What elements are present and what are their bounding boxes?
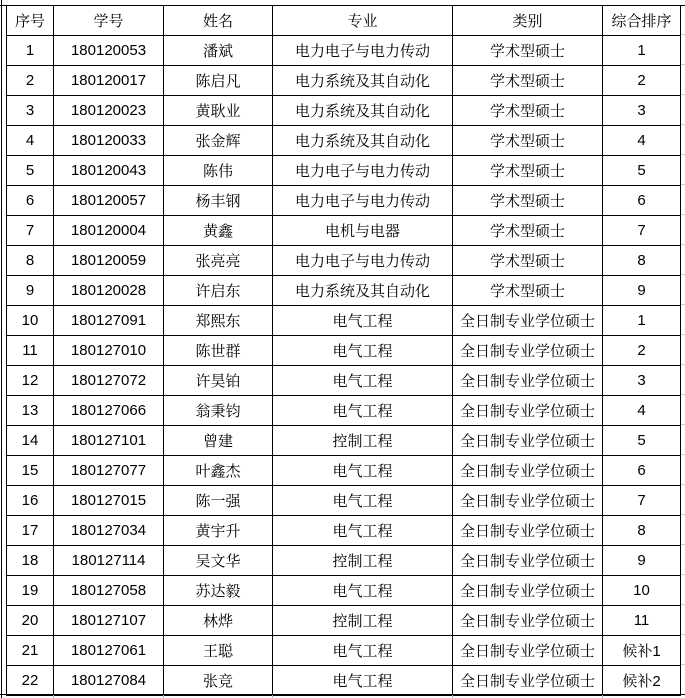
cell-index: 4 bbox=[7, 126, 54, 156]
cell-rank: 7 bbox=[603, 216, 681, 246]
cell-student-id: 180127107 bbox=[54, 606, 164, 636]
cell-name: 翁秉钧 bbox=[164, 396, 273, 426]
cell-index: 20 bbox=[7, 606, 54, 636]
cell-category: 学术型硕士 bbox=[453, 216, 603, 246]
cell-category: 全日制专业学位硕士 bbox=[453, 336, 603, 366]
bottom-rule bbox=[0, 694, 685, 695]
table-row bbox=[7, 486, 681, 516]
table-row bbox=[7, 336, 681, 366]
cell-rank: 6 bbox=[603, 186, 681, 216]
cell-rank: 3 bbox=[603, 96, 681, 126]
cell-major: 电气工程 bbox=[273, 396, 453, 426]
cell-rank: 5 bbox=[603, 156, 681, 186]
cell-name: 郑熙东 bbox=[164, 306, 273, 336]
cell-student-id: 180120043 bbox=[54, 156, 164, 186]
cell-student-id: 180127058 bbox=[54, 576, 164, 606]
cell-name: 陈世群 bbox=[164, 336, 273, 366]
cell-major: 电气工程 bbox=[273, 336, 453, 366]
cell-category: 学术型硕士 bbox=[453, 36, 603, 66]
cell-index: 2 bbox=[7, 66, 54, 96]
column-header-index: 序号 bbox=[7, 6, 54, 36]
table-row bbox=[7, 246, 681, 276]
column-header-major: 专业 bbox=[273, 6, 453, 36]
cell-category: 学术型硕士 bbox=[453, 126, 603, 156]
cell-name: 王聪 bbox=[164, 636, 273, 666]
cell-major: 电力系统及其自动化 bbox=[273, 66, 453, 96]
cell-name: 曾建 bbox=[164, 426, 273, 456]
table-header bbox=[7, 6, 681, 36]
table-row bbox=[7, 366, 681, 396]
cell-name: 许昊铂 bbox=[164, 366, 273, 396]
cell-rank: 4 bbox=[603, 396, 681, 426]
cell-category: 全日制专业学位硕士 bbox=[453, 486, 603, 516]
cell-major: 电气工程 bbox=[273, 516, 453, 546]
left-gridline bbox=[1, 0, 2, 698]
table-row bbox=[7, 606, 681, 636]
cell-rank: 7 bbox=[603, 486, 681, 516]
right-gridlines bbox=[681, 5, 685, 695]
cell-index: 16 bbox=[7, 486, 54, 516]
table-row bbox=[7, 456, 681, 486]
cell-major: 电气工程 bbox=[273, 366, 453, 396]
cell-rank: 9 bbox=[603, 276, 681, 306]
cell-category: 学术型硕士 bbox=[453, 246, 603, 276]
cell-rank: 3 bbox=[603, 366, 681, 396]
cell-index: 5 bbox=[7, 156, 54, 186]
cell-student-id: 180120059 bbox=[54, 246, 164, 276]
cell-major: 电力电子与电力传动 bbox=[273, 246, 453, 276]
cell-major: 电气工程 bbox=[273, 636, 453, 666]
cell-index: 21 bbox=[7, 636, 54, 666]
cell-category: 全日制专业学位硕士 bbox=[453, 606, 603, 636]
cell-category: 全日制专业学位硕士 bbox=[453, 666, 603, 696]
cell-student-id: 180127114 bbox=[54, 546, 164, 576]
cell-category: 学术型硕士 bbox=[453, 186, 603, 216]
table-row bbox=[7, 186, 681, 216]
column-header-rank: 综合排序 bbox=[603, 6, 681, 36]
cell-rank: 8 bbox=[603, 246, 681, 276]
cell-name: 陈一强 bbox=[164, 486, 273, 516]
cell-student-id: 180127066 bbox=[54, 396, 164, 426]
cell-name: 杨丰钢 bbox=[164, 186, 273, 216]
cell-category: 学术型硕士 bbox=[453, 276, 603, 306]
cell-name: 吴文华 bbox=[164, 546, 273, 576]
cell-name: 张金辉 bbox=[164, 126, 273, 156]
cell-student-id: 180120023 bbox=[54, 96, 164, 126]
cell-index: 9 bbox=[7, 276, 54, 306]
cell-rank: 10 bbox=[603, 576, 681, 606]
cell-rank: 6 bbox=[603, 456, 681, 486]
cell-rank: 4 bbox=[603, 126, 681, 156]
column-header-category: 类别 bbox=[453, 6, 603, 36]
table-row bbox=[7, 666, 681, 696]
cell-category: 全日制专业学位硕士 bbox=[453, 546, 603, 576]
cell-rank: 5 bbox=[603, 426, 681, 456]
cell-student-id: 180127077 bbox=[54, 456, 164, 486]
cell-student-id: 180127091 bbox=[54, 306, 164, 336]
cell-student-id: 180127034 bbox=[54, 516, 164, 546]
cell-name: 潘斌 bbox=[164, 36, 273, 66]
cell-category: 全日制专业学位硕士 bbox=[453, 456, 603, 486]
table-row bbox=[7, 426, 681, 456]
table-row bbox=[7, 96, 681, 126]
cell-rank: 8 bbox=[603, 516, 681, 546]
cell-index: 13 bbox=[7, 396, 54, 426]
cell-category: 全日制专业学位硕士 bbox=[453, 306, 603, 336]
cell-category: 全日制专业学位硕士 bbox=[453, 396, 603, 426]
cell-category: 全日制专业学位硕士 bbox=[453, 516, 603, 546]
table-row bbox=[7, 516, 681, 546]
cell-student-id: 180127101 bbox=[54, 426, 164, 456]
cell-major: 电气工程 bbox=[273, 306, 453, 336]
cell-category: 学术型硕士 bbox=[453, 66, 603, 96]
cell-category: 学术型硕士 bbox=[453, 96, 603, 126]
cell-name: 陈启凡 bbox=[164, 66, 273, 96]
cell-category: 全日制专业学位硕士 bbox=[453, 426, 603, 456]
cell-rank: 1 bbox=[603, 306, 681, 336]
cell-category: 全日制专业学位硕士 bbox=[453, 636, 603, 666]
cell-student-id: 180120057 bbox=[54, 186, 164, 216]
cell-index: 19 bbox=[7, 576, 54, 606]
cell-name: 黄宇升 bbox=[164, 516, 273, 546]
column-header-student-id: 学号 bbox=[54, 6, 164, 36]
cell-student-id: 180127015 bbox=[54, 486, 164, 516]
column-header-name: 姓名 bbox=[164, 6, 273, 36]
cell-index: 8 bbox=[7, 246, 54, 276]
cell-rank: 候补1 bbox=[603, 636, 681, 666]
table-row bbox=[7, 306, 681, 336]
cell-category: 全日制专业学位硕士 bbox=[453, 576, 603, 606]
table-row bbox=[7, 276, 681, 306]
cell-major: 电气工程 bbox=[273, 666, 453, 696]
cell-name: 黄鑫 bbox=[164, 216, 273, 246]
cell-rank: 候补2 bbox=[603, 666, 681, 696]
cell-student-id: 180120017 bbox=[54, 66, 164, 96]
cell-major: 电力电子与电力传动 bbox=[273, 36, 453, 66]
cell-name: 许启东 bbox=[164, 276, 273, 306]
cell-student-id: 180127072 bbox=[54, 366, 164, 396]
cell-index: 1 bbox=[7, 36, 54, 66]
cell-major: 电力系统及其自动化 bbox=[273, 96, 453, 126]
table-row bbox=[7, 546, 681, 576]
cell-rank: 9 bbox=[603, 546, 681, 576]
cell-name: 黄耿业 bbox=[164, 96, 273, 126]
cell-rank: 2 bbox=[603, 336, 681, 366]
cell-major: 电气工程 bbox=[273, 456, 453, 486]
cell-student-id: 180120028 bbox=[54, 276, 164, 306]
cell-index: 6 bbox=[7, 186, 54, 216]
table-row bbox=[7, 576, 681, 606]
table-row bbox=[7, 636, 681, 666]
cell-major: 电力系统及其自动化 bbox=[273, 126, 453, 156]
cell-name: 张竞 bbox=[164, 666, 273, 696]
cell-student-id: 180127010 bbox=[54, 336, 164, 366]
cell-index: 3 bbox=[7, 96, 54, 126]
cell-index: 22 bbox=[7, 666, 54, 696]
cell-index: 10 bbox=[7, 306, 54, 336]
ranking-table bbox=[6, 5, 681, 696]
cell-major: 电气工程 bbox=[273, 576, 453, 606]
cell-student-id: 180120004 bbox=[54, 216, 164, 246]
cell-index: 14 bbox=[7, 426, 54, 456]
cell-rank: 11 bbox=[603, 606, 681, 636]
cell-student-id: 180127061 bbox=[54, 636, 164, 666]
header-row bbox=[7, 6, 681, 36]
cell-index: 11 bbox=[7, 336, 54, 366]
cell-name: 叶鑫杰 bbox=[164, 456, 273, 486]
cell-major: 电力电子与电力传动 bbox=[273, 186, 453, 216]
table-row bbox=[7, 36, 681, 66]
cell-index: 7 bbox=[7, 216, 54, 246]
cell-name: 陈伟 bbox=[164, 156, 273, 186]
cell-name: 苏达毅 bbox=[164, 576, 273, 606]
cell-rank: 2 bbox=[603, 66, 681, 96]
cell-major: 电机与电器 bbox=[273, 216, 453, 246]
cell-category: 学术型硕士 bbox=[453, 156, 603, 186]
cell-name: 张亮亮 bbox=[164, 246, 273, 276]
table-row bbox=[7, 156, 681, 186]
cell-major: 控制工程 bbox=[273, 606, 453, 636]
cell-index: 18 bbox=[7, 546, 54, 576]
cell-major: 电力系统及其自动化 bbox=[273, 276, 453, 306]
cell-student-id: 180120033 bbox=[54, 126, 164, 156]
cell-index: 15 bbox=[7, 456, 54, 486]
table-row bbox=[7, 396, 681, 426]
cell-major: 控制工程 bbox=[273, 426, 453, 456]
cell-rank: 1 bbox=[603, 36, 681, 66]
cell-student-id: 180120053 bbox=[54, 36, 164, 66]
cell-student-id: 180127084 bbox=[54, 666, 164, 696]
table-body bbox=[7, 36, 681, 696]
cell-name: 林烨 bbox=[164, 606, 273, 636]
cell-major: 电气工程 bbox=[273, 486, 453, 516]
cell-major: 控制工程 bbox=[273, 546, 453, 576]
cell-index: 17 bbox=[7, 516, 54, 546]
table-row bbox=[7, 126, 681, 156]
cell-major: 电力电子与电力传动 bbox=[273, 156, 453, 186]
table-row bbox=[7, 216, 681, 246]
cell-index: 12 bbox=[7, 366, 54, 396]
table-row bbox=[7, 66, 681, 96]
cell-category: 全日制专业学位硕士 bbox=[453, 366, 603, 396]
